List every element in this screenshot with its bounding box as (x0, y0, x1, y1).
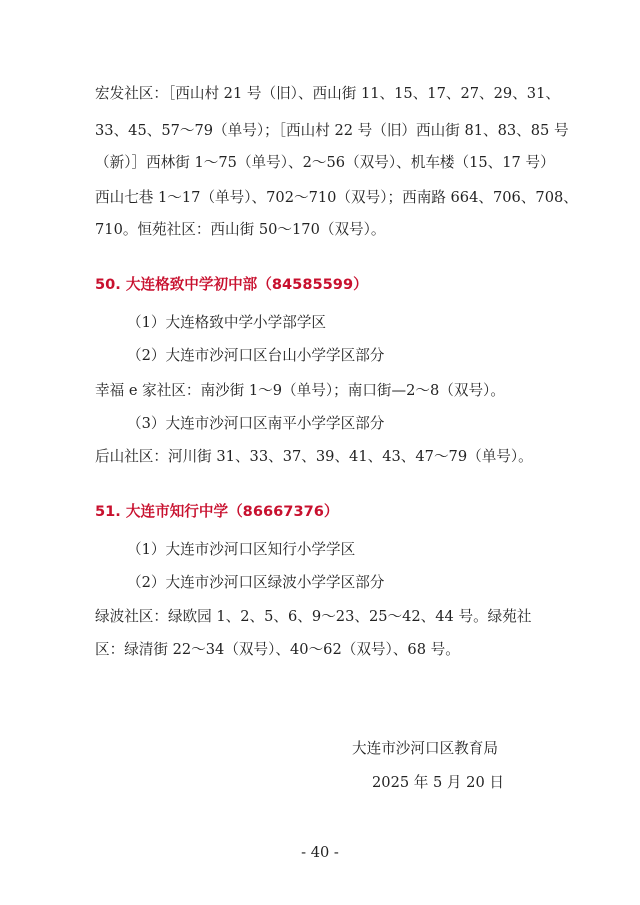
section-heading-51: 51. 大连市知行中学（86667376） (95, 503, 339, 520)
page-number: - 40 - (301, 844, 339, 861)
list-item: （1）大连格致中学小学部学区 (127, 314, 327, 331)
text-line: 宏发社区：［西山村 21 号（旧）、西山街 11、15、17、27、29、31、 (95, 85, 560, 102)
list-item: （1）大连市沙河口区知行小学学区 (127, 541, 356, 558)
list-item: （3）大连市沙河口区南平小学学区部分 (127, 415, 385, 432)
text-line: 后山社区：河川街 31、33、37、39、41、43、47～79（单号）。 (95, 448, 533, 465)
text-line: 710。恒苑社区：西山街 50～170（双号）。 (95, 221, 386, 238)
list-item: （2）大连市沙河口区台山小学学区部分 (127, 347, 385, 364)
text-line: （新）］西林街 1～75（单号）、2～56（双号）、机车楼（15、17 号） (95, 154, 555, 171)
section-heading-50: 50. 大连格致中学初中部（84585599） (95, 276, 368, 293)
list-item: （2）大连市沙河口区绿波小学学区部分 (127, 574, 385, 591)
signature-date: 2025 年 5 月 20 日 (372, 774, 504, 791)
text-line: 幸福 e 家社区：南沙街 1～9（单号）；南口街—2～8（双号）。 (95, 382, 505, 399)
text-line: 33、45、57～79（单号）；［西山村 22 号（旧）西山街 81、83、85 号 (95, 122, 569, 139)
text-line: 区：绿清街 22～34（双号）、40～62（双号）、68 号。 (95, 641, 460, 658)
text-line: 绿波社区：绿欧园 1、2、5、6、9～23、25～42、44 号。绿苑社 (95, 608, 532, 625)
text-line: 西山七巷 1～17（单号）、702～710（双号）；西南路 664、706、708、 (95, 189, 578, 206)
signature-org: 大连市沙河口区教育局 (352, 740, 498, 757)
